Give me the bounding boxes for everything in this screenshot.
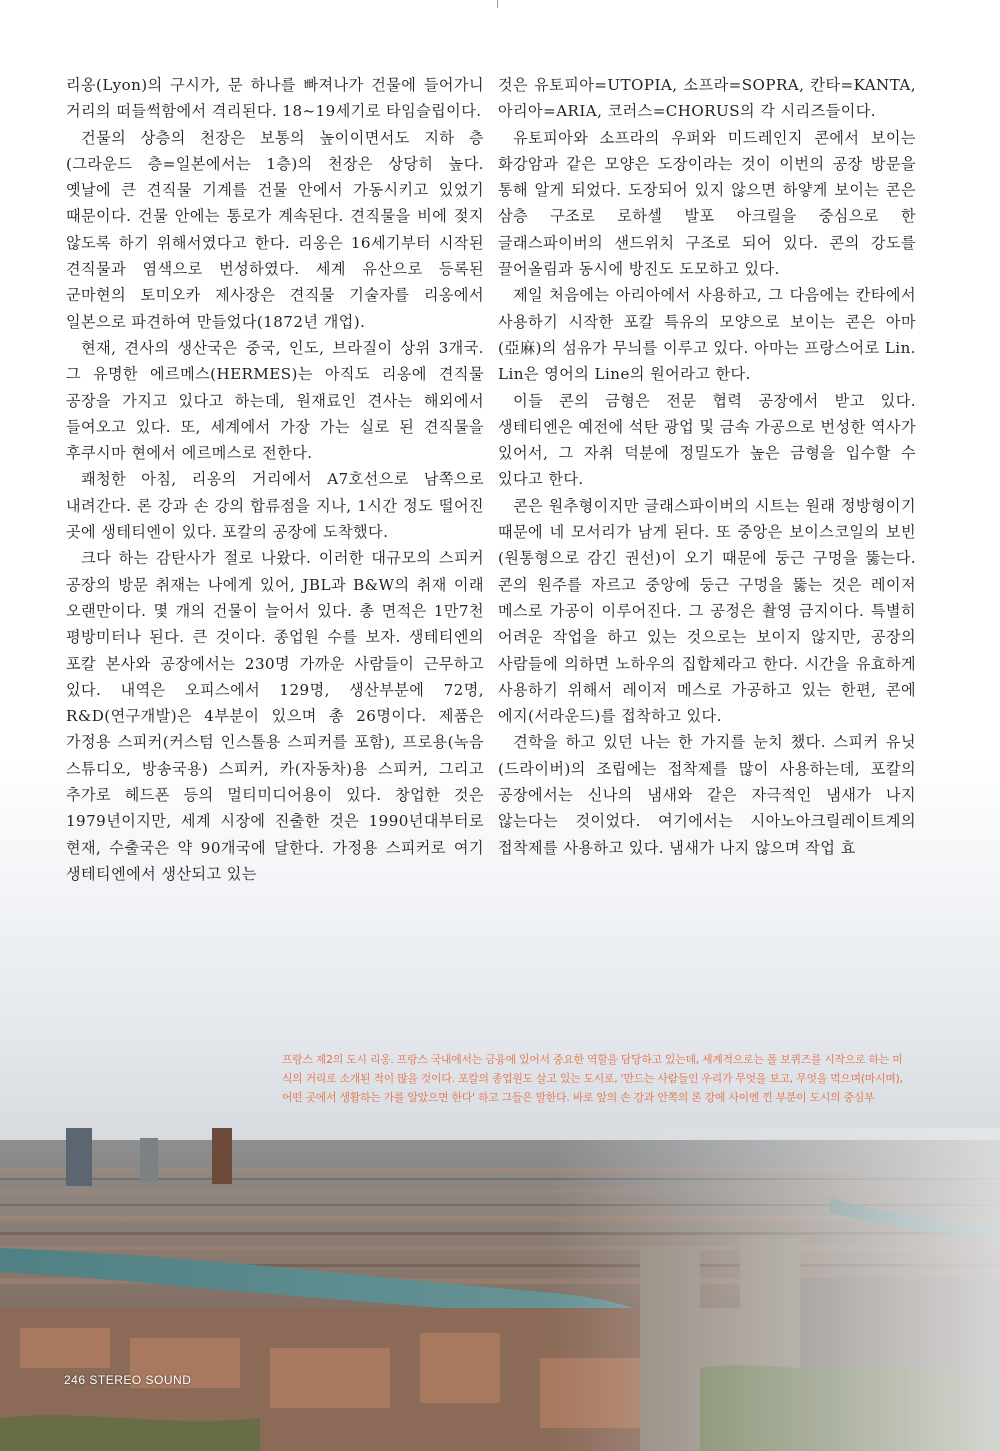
paragraph: 것은 유토피아=UTOPIA, 소프라=SOPRA, 칸타=KANTA, 아리아=ARIA, 코러스=CHORUS의 각 시리즈들이다.	[498, 76, 916, 121]
paragraph: 유토피아와 소프라의 우퍼와 미드레인지 콘에서 보이는 화강암과 같은 모양은 도장이라는 것이 이번의 공장 방문을 통해 알게 되었다. 도장되어 있지 않으면 하얗게 보이는 콘은 삼층 구조로 로하셀 발포 아크릴을 중심으로 한 글래스파이버의 샌드위치 구조로 되어 있다. 콘의 강도를 끌어올림과 동시에 방진도 도모하고 있다.	[498, 128, 916, 279]
paragraph: 크다 하는 감탄사가 절로 나왔다. 이러한 대규모의 스피커 공장의 방문 취재는 나에게 있어, JBL과 B&W의 취재 이래 오랜만이다. 몇 개의 건물이 늘어서 있다. 총 면적은 1만7천 평방미터나 된다. 큰 것이다. 종업원 수를 보자. 생테티엔의 포칼 본사와 공장에서는 230명 가까운 사람들이 근무하고 있다. 내역은 오피스에서 129명, 생산부분에 72명, R&D(연구개발)은 4부분이 있으며 총 26명이다. 제품은 가정용 스피커(커스텀 인스톨용 스피커를 포함), 프로용(녹음 스튜디오, 방송국용) 스피커, 카(자동차)용 스피커, 그리고 추가로 헤드폰 등의 멀티미디어용이 있다. 창업한 것은 1979년이지만, 세계 시장에 진출한 것은 1990년대부터로 현재, 수출국은 약 90개국에 달한다. 가정용 스피커로 여기 생테티엔에서 생산되고 있는	[66, 549, 484, 883]
photo-caption: 프랑스 제2의 도시 리옹. 프랑스 국내에서는 금융에 있어서 중요한 역할을 담당하고 있는데, 세계적으로는 폴 보퀴즈를 시작으로 하는 미식의 거리로 소개된 적이 많을 것이다. 포칼의 종업원도 살고 있는 도시로, '만드는 사람들인 우리가 무엇을 보고, 무엇을 먹으며(마시며), 어떤 곳에서 생활하는 가를 알았으면 한다' 하고 그들은 말한다. 바로 앞의 손 강과 안쪽의 론 강에 사이엔 낀 부분이 도시의 중심부	[282, 1053, 903, 1104]
fold-mark	[497, 0, 498, 8]
paragraph: 건물의 상층의 천장은 보통의 높이이면서도 지하 층(그라운드 층=일본에서는 1층)의 천장은 상당히 높다. 옛날에 큰 견직물 기계를 건물 안에서 가동시키고 있었기 때문이다. 건물 안에는 통로가 계속된다. 견직물을 비에 젖지 않도록 하기 위해서였다고 한다. 리옹은 16세기부터 시작된 견직물과 염색으로 번성하였다. 세계 유산으로 등록된 군마현의 토미오카 제사장은 견직물 기술자를 리옹에서 일본으로 파견하여 만들었다(1872년 개업).	[66, 128, 484, 331]
paragraph: 현재, 견사의 생산국은 중국, 인도, 브라질이 상위 3개국. 그 유명한 에르메스(HERMES)는 아직도 리옹에 견직물 공장을 가지고 있다고 하는데, 원재료인 견사는 해외에서 들여오고 있다. 또, 세계에서 가장 가는 실로 된 견직물을 후쿠시마 현에서 에르메스로 전한다.	[66, 338, 484, 463]
article-column-left	[66, 72, 484, 887]
paragraph: 견학을 하고 있던 나는 한 가지를 눈치 챘다. 스피커 유닛(드라이버)의 조립에는 접착제를 많이 사용하는데, 포칼의 공장에서는 신나의 냄새와 같은 자극적인 냄새가 나지 않는다는 것이었다. 여기에서는 시아노아크릴레이트계의 접착제를 사용하고 있다. 냄새가 나지 않으며 작업 효	[498, 733, 916, 857]
paragraph: 쾌청한 아침, 리옹의 거리에서 A7호선으로 남쪽으로 내려간다. 론 강과 손 강의 합류점을 지나, 1시간 정도 떨어진 곳에 생테티엔이 있다. 포칼의 공장에 도착했다.	[66, 470, 484, 542]
lyon-cityscape-photo	[0, 1128, 1000, 1451]
paragraph: 리옹(Lyon)의 구시가, 문 하나를 빠져나가 건물에 들어가니 거리의 떠들썩함에서 격리된다. 18~19세기로 타임슬립이다.	[66, 76, 484, 121]
paragraph: 제일 처음에는 아리아에서 사용하고, 그 다음에는 칸타에서 사용하기 시작한 포칼 특유의 모양으로 보이는 콘은 아마(亞麻)의 섬유가 무늬를 이루고 있다. 아마는 프랑스어로 Lin. Lin은 영어의 Line의 원어라고 한다.	[498, 286, 916, 384]
paragraph: 이들 콘의 금형은 전문 협력 공장에서 받고 있다. 생테티엔은 예전에 석탄 광업 및 금속 가공으로 번성한 역사가 있어서, 그 자취 덕분에 정밀도가 높은 금형을 입수할 수 있다고 한다.	[498, 391, 916, 489]
paragraph: 콘은 원추형이지만 글래스파이버의 시트는 원래 정방형이기 때문에 네 모서리가 남게 된다. 또 중앙은 보이스코일의 보빈(원통형으로 감긴 권선)이 오기 때문에 둥근 구멍을 뚫는다. 콘의 원주를 자르고 중앙에 둥근 구멍을 뚫는 것은 레이저 메스로 가공이 이루어진다. 그 공정은 촬영 금지이다. 특별히 어려운 작업을 하고 있는 것으로는 보이지 않지만, 공장의 사람들에 의하면 노하우의 집합체라고 한다. 시간을 유효하게 사용하기 위해서 레이저 메스로 가공하고 있는 한편, 콘에 에지(서라운드)를 접착하고 있다.	[498, 496, 916, 726]
page-number-footer: 246 STEREO SOUND	[64, 1373, 192, 1387]
article-column-right	[498, 72, 916, 861]
